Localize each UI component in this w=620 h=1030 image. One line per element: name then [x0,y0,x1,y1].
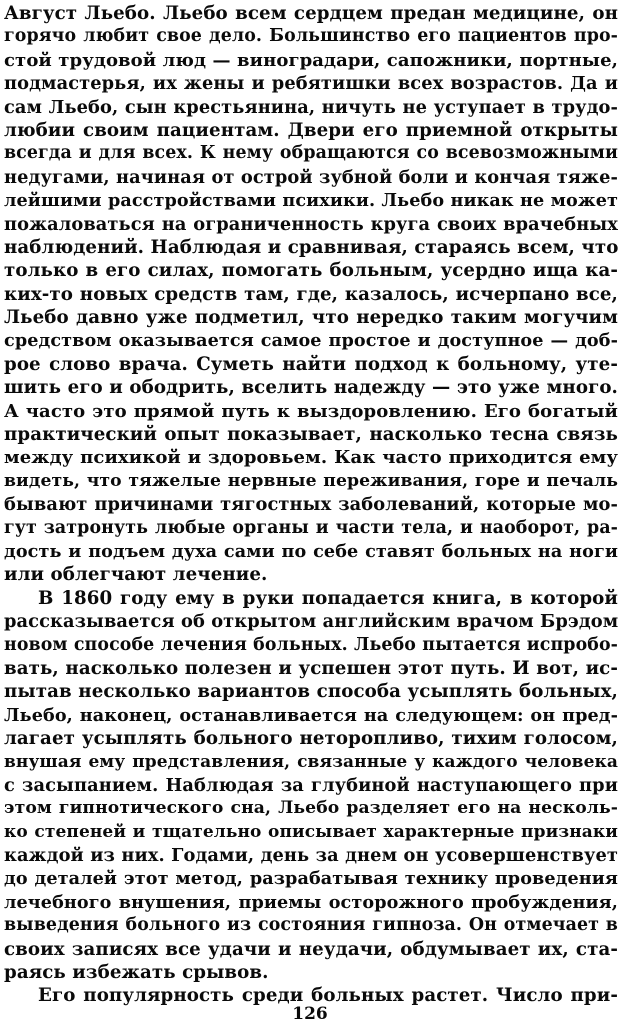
text-line: лечебного внушения, приемы осторожного пробуждения, [4,891,618,913]
body-text [4,2,618,1008]
text-line: любии своим пациентам. Двери его приемной открыты [4,119,618,141]
text-line: шить его и ободрить, вселить надежду — это уже много. [4,377,618,399]
text-line: своих записях все удачи и неудачи, обдумывает их, ста- [4,938,618,960]
text-line: бывают причинами тягостных заболеваний, которые мо- [4,494,618,516]
text-line: недугами, начиная от острой зубной боли и кончая тяже- [4,166,618,188]
text-line: каждой из них. Годами, день за днем он усовершенствует [4,845,618,867]
text-line: ких-то новых средств там, где, казалось, исчерпано все, [4,283,618,305]
text-line: с засыпанием. Наблюдая за глубиной наступающего при [4,774,618,796]
text-line: всегда и для всех. К нему обращаются со всевозможными [4,143,618,164]
paragraph-first-line: Его популярность среди больных растет. Число при- [38,985,618,1007]
text-line: только в его силах, помогать больным, усердно ища ка- [4,260,618,282]
text-line: рое слово врача. Суметь найти подход к больному, уте- [4,353,618,375]
text-line: вать, насколько полезен и успешен этот путь. И вот, ис- [4,657,618,679]
text-line: видеть, что тяжелые нервные переживания, горе и печаль [4,470,618,491]
page-number: 126 [292,1004,328,1024]
text-line: раясь избежать срывов. [4,962,269,984]
text-line: стой трудовой люд — виноградари, сапожники, портные, [4,49,618,71]
text-line: сам Льебо, сын крестьянина, ничуть не уступает в трудо- [4,96,618,118]
text-line: Август Льебо. Льебо всем сердцем предан медицине, он [4,3,618,24]
text-line: новом способе лечения больных. Льебо пытается испробо- [4,634,618,655]
text-line: Льебо давно уже подметил, что нередко таким могучим [4,307,618,329]
text-line: до деталей этот метод, разрабатывая технику проведения [4,868,618,890]
text-line: Льебо, наконец, останавливается на следующем: он пред- [4,704,618,726]
text-line: средством оказывается самое простое и доступное — доб- [4,330,618,352]
text-line: пожаловаться на ограниченность круга своих врачебных [4,213,618,235]
text-line: дость и подъем духа сами по себе ставят больных на ноги [4,540,618,562]
text-line: практический опыт показывает, насколько тесна связь [4,424,618,446]
text-line: между психикой и здоровьем. Как часто приходится ему [4,447,618,469]
text-line: рассказывается об открытом английским врачом Брэдом [4,611,619,633]
text-line: А часто это прямой путь к выздоровлению. Его богатый [4,400,618,422]
text-line: выведения больного из состояния гипноза. Он отмечает в [4,915,618,936]
text-line: лейшими расстройствами психики. Льебо никак не может [4,190,618,212]
text-line: внушая ему представления, связанные у каждого человека [4,751,618,772]
text-line: этом гипнотического сна, Льебо разделяет его на несколь- [4,798,618,819]
paragraph-first-line: В 1860 году ему в руки попадается книга, в которой [38,587,618,609]
text-line: лагает усыплять больного неторопливо, тихим голосом, [4,728,618,750]
text-line: пытав несколько вариантов способа усыплять больных, [4,681,618,703]
text-line: или облегчают лечение. [4,564,268,586]
text-line: наблюдений. Наблюдая и сравнивая, стараясь всем, что [4,236,619,258]
text-line: подмастерья, их жены и ребятишки всех возрастов. Да и [4,73,618,95]
text-line: ко степеней и тщательно описывает характерные признаки [4,821,618,842]
text-line: гут затронуть любые органы и части тела, и наоборот, ра- [4,517,618,538]
text-line: горячо любит свое дело. Большинство его пациентов про- [4,26,618,47]
